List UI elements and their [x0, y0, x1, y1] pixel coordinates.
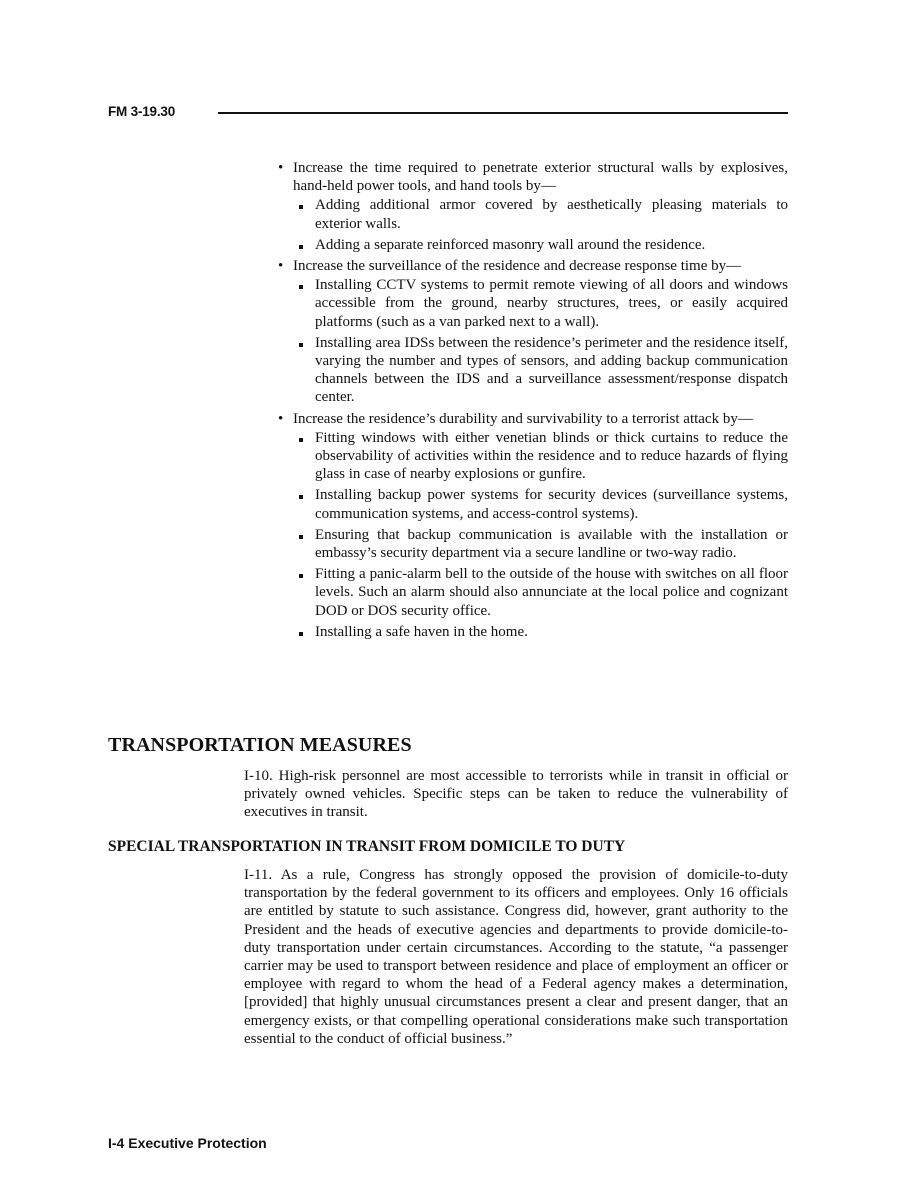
bullet-text: Increase the surveillance of the residence and decrease response time by—	[293, 258, 742, 275]
section-heading: TRANSPORTATION MEASURES	[108, 734, 412, 756]
bullet-item	[244, 257, 788, 407]
manual-id: FM 3-19.30	[108, 104, 176, 119]
sub-bullet-item: Ensuring that backup communication is available with the installation or embassy’s security department via a secure landline or two-way radio.	[293, 526, 788, 562]
sub-bullet-item: Installing CCTV systems to permit remote viewing of all doors and windows accessible from the ground, nearby structures, trees, or easily acquired platforms (such as a van parked next to a wall).	[293, 276, 788, 331]
bullet-list	[244, 159, 788, 644]
sub-bullet-item: Installing a safe haven in the home.	[293, 623, 788, 641]
page-header	[108, 104, 788, 124]
bullet-text: Increase the residence’s durability and survivability to a terrorist attack by—	[293, 410, 753, 427]
sub-bullet-item: Fitting windows with either venetian blinds or thick curtains to reduce the observability of activities within the residence and to reduce hazards of flying glass in case of nearby explosions or gunfire.	[293, 429, 788, 484]
header-rule	[218, 112, 788, 114]
bullet-item	[244, 159, 788, 254]
sub-bullet-item: Adding a separate reinforced masonry wall around the residence.	[293, 236, 788, 254]
paragraph-i11	[244, 866, 788, 1048]
sub-bullet-item: Installing area IDSs between the residence’s perimeter and the residence itself, varying the number and types of sensors, and adding backup communication channels between the IDS and a surveillance assessment/response dispatch center.	[293, 334, 788, 407]
page-footer: I-4 Executive Protection	[108, 1135, 267, 1151]
sub-bullet-item: Adding additional armor covered by aesthetically pleasing materials to exterior walls.	[293, 196, 788, 232]
sub-bullet-item: Installing backup power systems for security devices (surveillance systems, communication systems, and access-control systems).	[293, 486, 788, 522]
bullet-item	[244, 410, 788, 641]
subsection-heading: SPECIAL TRANSPORTATION IN TRANSIT FROM DOMICILE TO DUTY	[108, 838, 626, 855]
paragraph-i10	[244, 767, 788, 822]
bullet-text: Increase the time required to penetrate exterior structural walls by explosives, hand-held power tools, and hand tools by—	[293, 160, 788, 195]
paragraph-text: I-10. High-risk personnel are most accessible to terrorists while in transit in official or privately owned vehicles. Specific steps can be taken to reduce the vulnerability of executives in transit.	[244, 768, 788, 821]
paragraph-text: I-11. As a rule, Congress has strongly opposed the provision of domicile-to-duty transportation by the federal government to its officers and employees. Only 16 officials are entitled by statute to such assistance. Congress did, however, grant authority to the President and the heads of executive agencies and departments to provide domicile-to-duty transportation under certain circumstances. According to the statute, “a passenger carrier may be used to transport between residence and place of employment an officer or employee with regard to whom the head of a Federal agency makes a determination, [provided] that highly unusual circumstances present a clear and present danger, that an emergency exists, or that compelling operational considerations make such transportation essential to the conduct of official business.”	[244, 867, 788, 1047]
sub-bullet-item: Fitting a panic-alarm bell to the outside of the house with switches on all floor levels. Such an alarm should also annunciate at the local police and cognizant DOD or DOS security office.	[293, 565, 788, 620]
